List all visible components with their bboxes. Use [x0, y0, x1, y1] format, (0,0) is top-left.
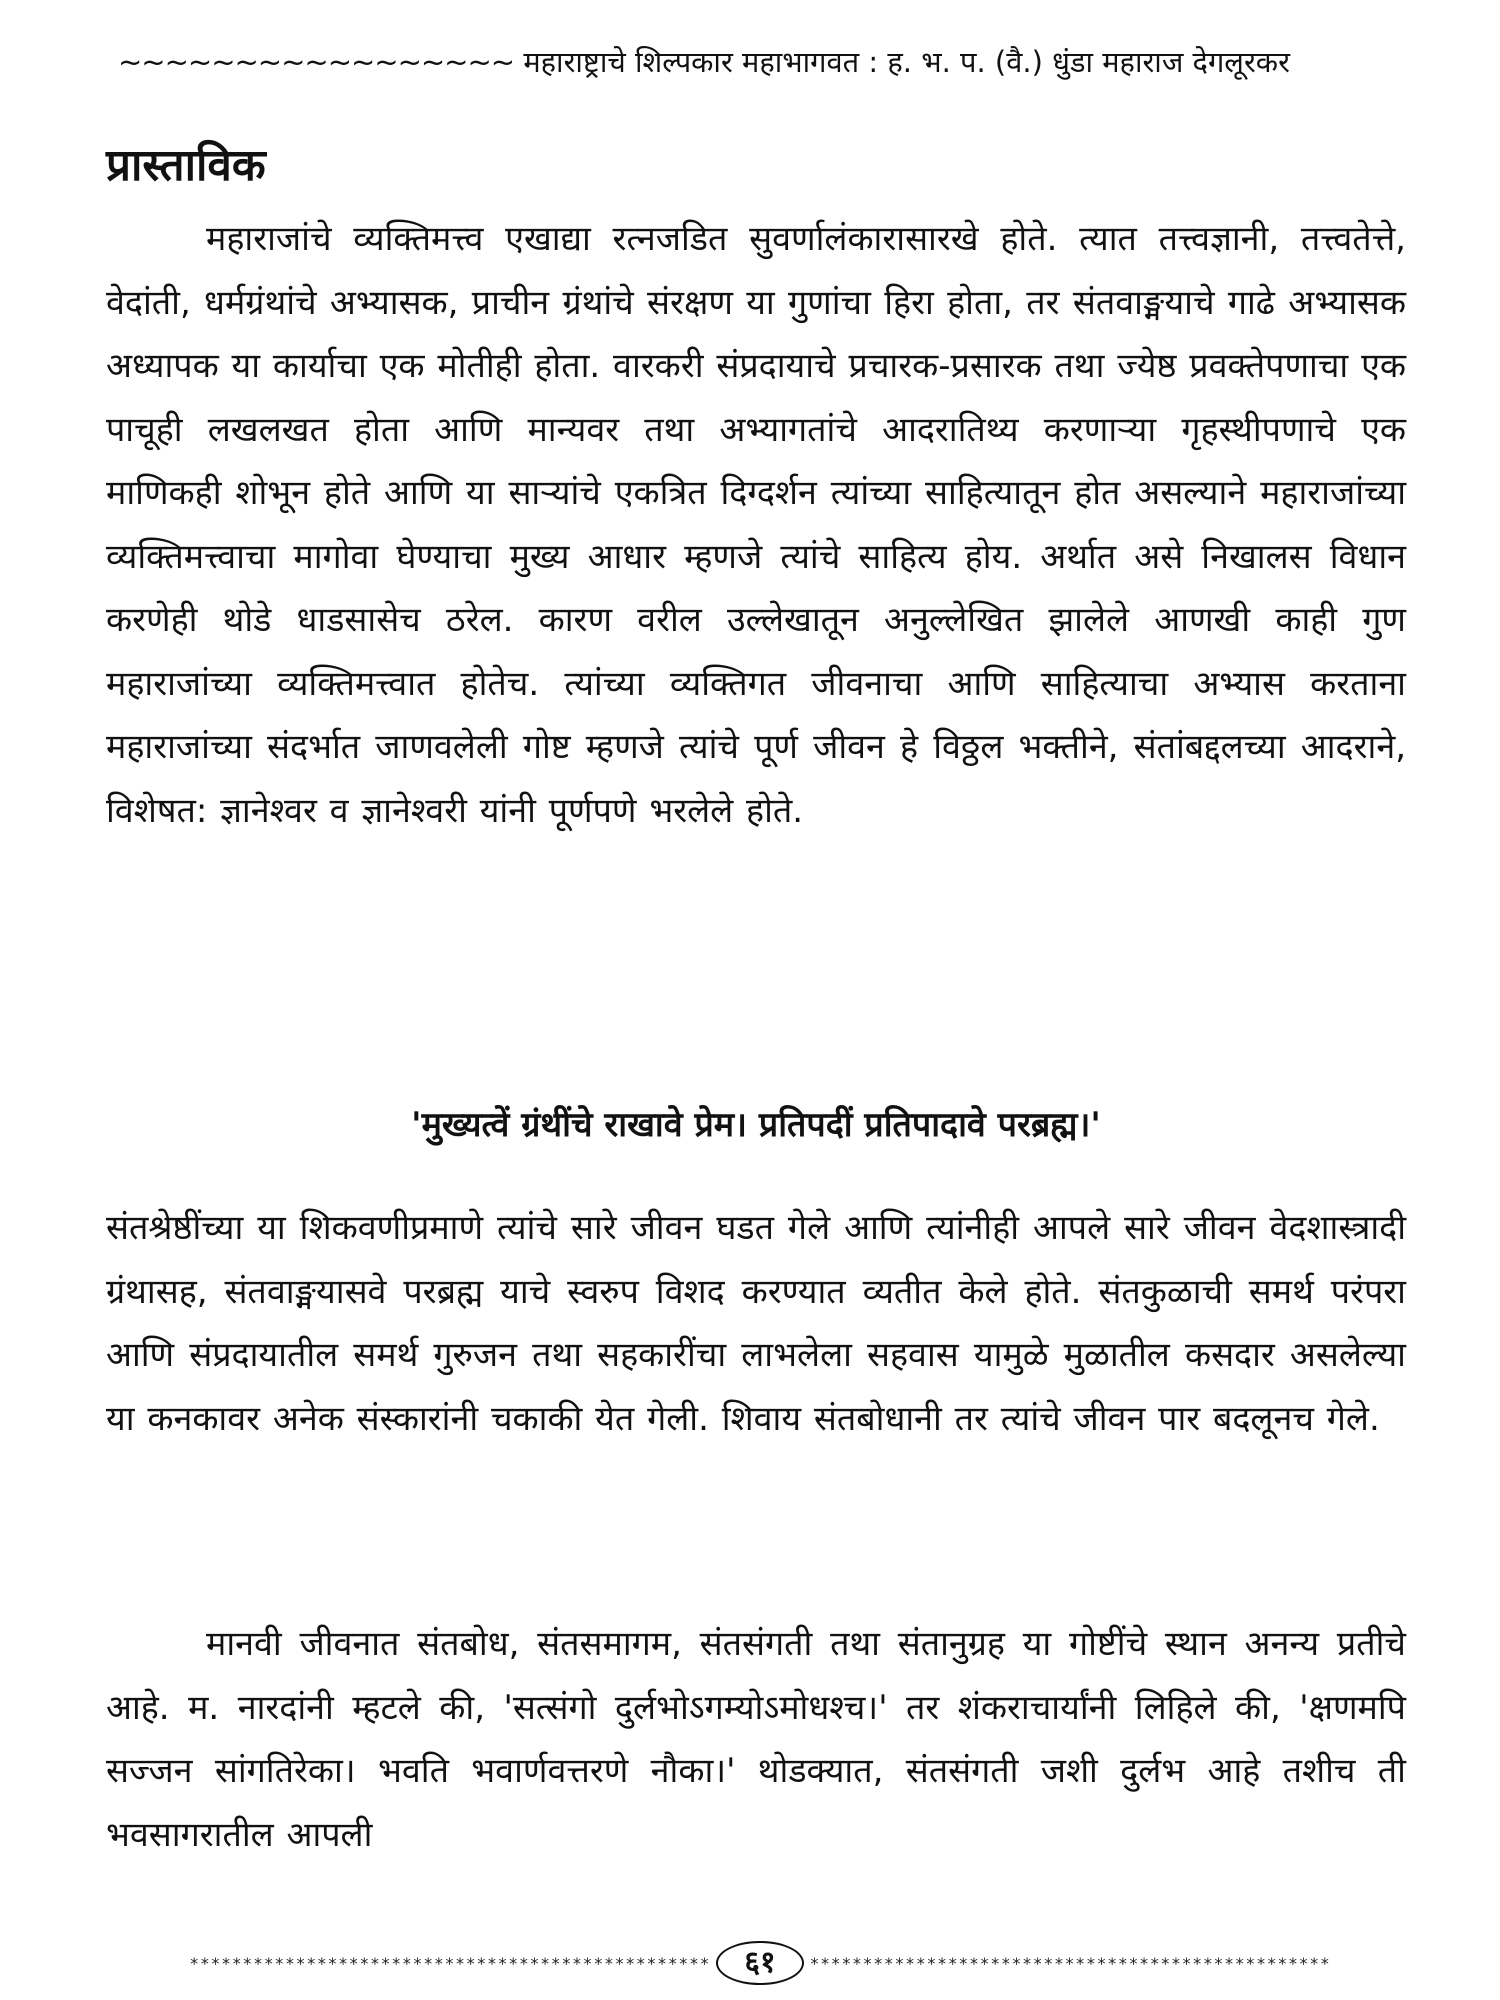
header-decoration: ~~~~~~~~~~~~~~~~~ [118, 45, 515, 79]
paragraph-1: महाराजांचे व्यक्तिमत्त्व एखाद्या रत्नजडित सुवर्णालंकारासारखे होते. त्यात तत्त्वज्ञानी, तत्त्वतेत्ते, वेदांती, धर्मग्रंथांचे अभ्यासक, प्राचीन ग्रंथांचे संरक्षण या गुणांचा हिरा होता, तर संतवाङ्मयाचे गाढे अभ्यासक अध्यापक या कार्याचा एक मोतीही होता. वारकरी संप्रदायाचे प्रचारक-प्रसारक तथा ज्येष्ठ प्रवक्तेपणाचा एक पाचूही लखलखत होता आणि मान्यवर तथा अभ्यागतांचे आदरातिथ्य करणाऱ्या गृहस्थीपणाचे एक माणिकही शोभून होते आणि या साऱ्यांचे एकत्रित दिग्दर्शन त्यांच्या साहित्यातून होत असल्याने महाराजांच्या व्यक्तिमत्त्वाचा मागोवा घेण्याचा मुख्य आधार म्हणजे त्यांचे साहित्य होय. अर्थात असे निखालस विधान करणेही थोडे धाडसासेच ठरेल. कारण वरील उल्लेखातून अनुल्लेखित झालेले आणखी काही गुण महाराजांच्या व्यक्तिमत्त्वात होतेच. त्यांच्या व्यक्तिगत जीवनाचा आणि साहित्याचा अभ्यास करताना महाराजांच्या संदर्भात जाणवलेली गोष्ट म्हणजे त्यांचे पूर्ण जीवन हे विठ्ठल भक्तीने, संतांबद्दलच्या आदराने, विशेषत: ज्ञानेश्वर व ज्ञानेश्वरी यांनी पूर्णपणे भरलेले होते. [106, 219, 1406, 831]
header-title: महाराष्ट्राचे शिल्पकार महाभागवत : ह. भ. प. (वै.) धुंडा महाराज देगलूरकर [523, 45, 1290, 79]
page-number: ६१ [716, 1941, 803, 1985]
running-header [118, 44, 1418, 80]
section-heading: प्रास्ताविक [106, 140, 266, 191]
footer-stars-left: ************************************************* [189, 1953, 711, 1973]
footer-stars-right: ************************************************* [809, 1953, 1331, 1973]
paragraph-2: संतश्रेष्ठींच्या या शिकवणीप्रमाणे त्यांचे सारे जीवन घडत गेले आणि त्यांनीही आपले सारे जीवन वेदशास्त्रादी ग्रंथासह, संतवाङ्मयासवे परब्रह्म याचे स्वरुप विशद करण्यात व्यतीत केले होते. संतकुळाची समर्थ परंपरा आणि संप्रदायातील समर्थ गुरुजन तथा सहकारींचा लाभलेला सहवास यामुळे मुळातील कसदार असलेल्या या कनकावर अनेक संस्कारांनी चकाकी येत गेली. शिवाय संतबोधानी तर त्यांचे जीवन पार बदलूनच गेले. [106, 1208, 1406, 1439]
paragraph-3: मानवी जीवनात संतबोध, संतसमागम, संतसंगती तथा संतानुग्रह या गोष्टींचे स्थान अनन्य प्रतीचे आहे. म. नारदांनी म्हटले की, 'सत्संगो दुर्लभोऽगम्योऽमोधश्च।' तर शंकराचार्यांनी लिहिले की, 'क्षणमपि सज्जन सांगतिरेका। भवति भवार्णवत्तरणे नौका।' थोडक्यात, संतसंगती जशी दुर्लभ आहे तशीच ती भवसागरातील आपली [106, 1624, 1406, 1855]
quotation: 'मुख्यत्वें ग्रंथींचे राखावे प्रेम। प्रतिपदीं प्रतिपादावे परब्रह्म।' [411, 1105, 1101, 1145]
page-footer [110, 1938, 1410, 1988]
